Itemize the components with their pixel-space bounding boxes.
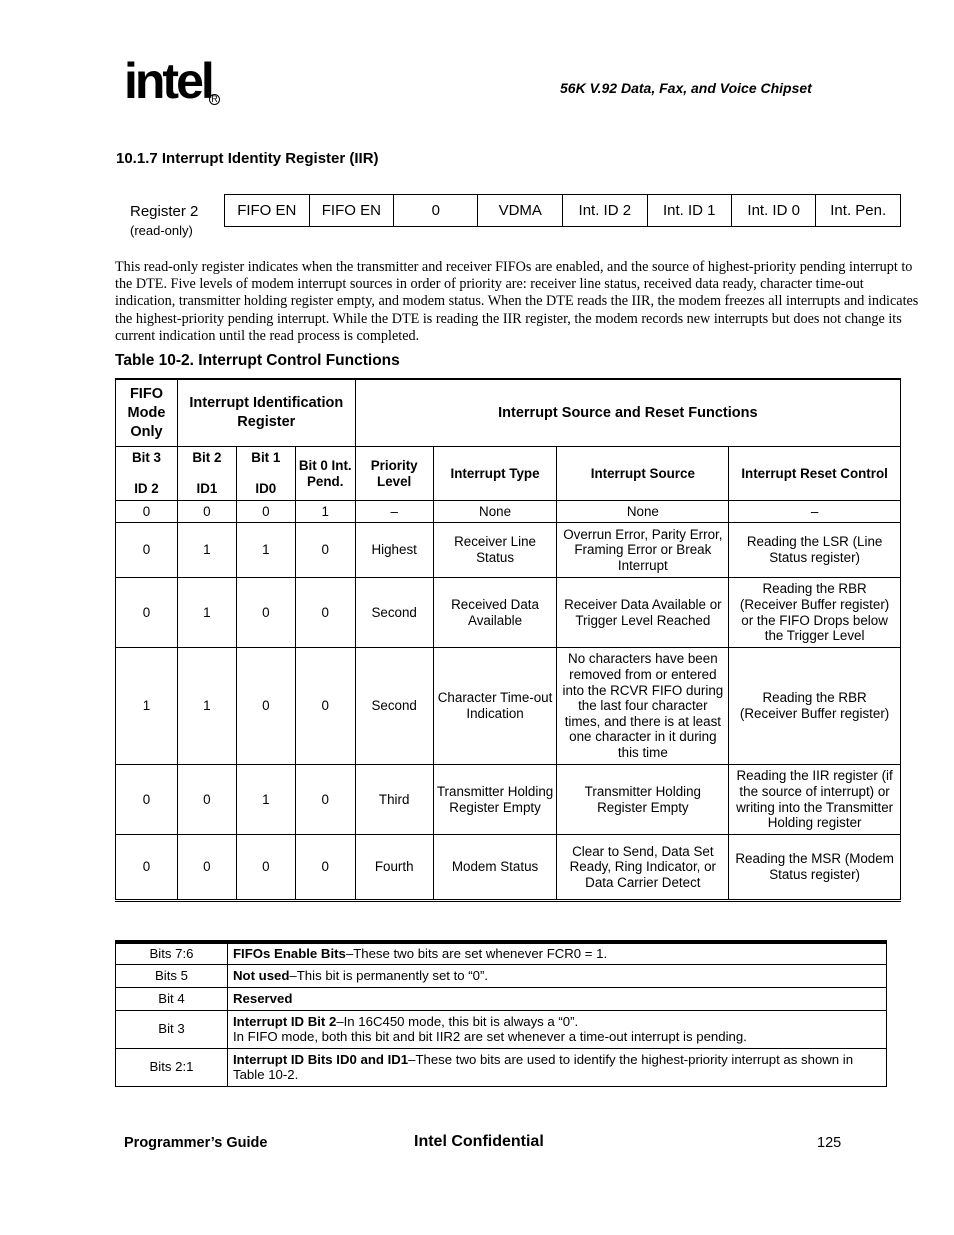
description-paragraph: This read-only register indicates when the transmitter and receiver FIFOs are enabled, and the source of highest-priority pending interrupt to the DTE. Five levels of modem interrupt sources in order of priority are: receiver line status, received data ready, character time-out indication, transmitter holding register empty, and modem status. When the DTE reads the IIR, the modem freezes all interrupts and indicates the highest-priority pending interrupt. While the DTE is reading the IIR register, the modem records new interrupts but does not change its current indication until the read process is completed. <box>115 259 919 344</box>
bit-title: Reserved <box>233 990 293 1006</box>
cell-type: Modem Status <box>433 835 557 901</box>
bit-description <box>228 1048 887 1086</box>
cell-bit0: 0 <box>295 648 355 765</box>
cell-reset: Reading the RBR (Receiver Buffer register) or the FIFO Drops below the Trigger Level <box>729 578 901 648</box>
bit-title: Not used <box>233 967 290 983</box>
table-row <box>116 1048 887 1086</box>
cell-bit2: 1 <box>177 578 236 648</box>
col-bit1 <box>236 447 295 501</box>
cell-source: Clear to Send, Data Set Ready, Ring Indicator, or Data Carrier Detect <box>557 835 729 901</box>
document-title: 56K V.92 Data, Fax, and Voice Chipset <box>560 80 812 96</box>
cell-bit2: 0 <box>177 835 236 901</box>
bit-description <box>228 1010 887 1048</box>
register-bit-2: Int. ID 1 <box>647 195 731 227</box>
cell-type: Received Data Available <box>433 578 557 648</box>
cell-bit0: 0 <box>295 835 355 901</box>
cell-reset: Reading the MSR (Modem Status register) <box>729 835 901 901</box>
cell-priority: Third <box>355 765 433 835</box>
footer-guide-title: Programmer’s Guide <box>124 1135 268 1151</box>
table-row <box>116 523 901 578</box>
cell-source: Overrun Error, Parity Error, Framing Error or Break Interrupt <box>557 523 729 578</box>
cell-bit3: 0 <box>116 578 178 648</box>
cell-bit3: 0 <box>116 835 178 901</box>
col-bit3 <box>116 447 178 501</box>
col-bit0: Bit 0 Int. Pend. <box>295 447 355 501</box>
bit-range: Bits 5 <box>116 964 228 987</box>
col-bit1-sub: ID0 <box>255 481 277 496</box>
bit-title: FIFOs Enable Bits <box>233 946 346 961</box>
bit-text: –These two bits are used to identify the highest-priority interrupt as shown in Table 10-2. <box>233 1051 854 1082</box>
bit-range: Bit 3 <box>116 1010 228 1048</box>
cell-source: Transmitter Holding Register Empty <box>557 765 729 835</box>
header-fifo-mode: FIFO Mode Only <box>116 379 178 447</box>
table-row <box>116 835 901 901</box>
cell-priority: Second <box>355 578 433 648</box>
header-source-reset: Interrupt Source and Reset Functions <box>355 379 900 447</box>
bit-text: –This bit is permanently set to “0”. <box>289 967 489 983</box>
cell-bit0: 0 <box>295 578 355 648</box>
cell-priority: Fourth <box>355 835 433 901</box>
iir-bit-description-table <box>115 940 887 1087</box>
cell-source: None <box>557 501 729 523</box>
page-number: 125 <box>817 1135 842 1151</box>
register-bit-1: Int. ID 0 <box>731 195 815 227</box>
footer-confidential: Intel Confidential <box>414 1133 544 1150</box>
cell-reset: Reading the IIR register (if the source of interrupt) or writing into the Transmitter Holding register <box>729 765 901 835</box>
register-bit-0: Int. Pen. <box>816 195 901 227</box>
cell-reset: – <box>729 501 901 523</box>
register-bit-3: Int. ID 2 <box>563 195 647 227</box>
bit-text-line2: In FIFO mode, both this bit and bit IIR2 are set whenever a time-out interrupt is pending. <box>233 1029 747 1044</box>
register-label: Register 2 <box>130 203 199 220</box>
header-iir: Interrupt Identification Register <box>177 379 355 447</box>
col-bit1-label: Bit 1 <box>251 450 281 466</box>
cell-bit3: 0 <box>116 765 178 835</box>
register-bit-table <box>224 194 901 227</box>
cell-reset: Reading the RBR (Receiver Buffer register) <box>729 648 901 765</box>
bit-range: Bits 7:6 <box>116 942 228 964</box>
register-bit-7: FIFO EN <box>225 195 310 227</box>
registered-mark-icon: R <box>209 94 220 105</box>
cell-bit3: 1 <box>116 648 178 765</box>
bit-range: Bit 4 <box>116 987 228 1010</box>
col-bit2 <box>177 447 236 501</box>
bit-description <box>228 987 887 1010</box>
cell-bit1: 0 <box>236 835 295 901</box>
bit-description <box>228 964 887 987</box>
register-bit-6: FIFO EN <box>309 195 394 227</box>
cell-bit1: 0 <box>236 648 295 765</box>
cell-type: Character Time-out Indication <box>433 648 557 765</box>
col-priority: Priority Level <box>355 447 433 501</box>
col-reset-control: Interrupt Reset Control <box>729 447 901 501</box>
interrupt-control-table <box>115 378 901 902</box>
table-row <box>116 648 901 765</box>
cell-bit2: 1 <box>177 648 236 765</box>
cell-bit1: 0 <box>236 501 295 523</box>
cell-priority: – <box>355 501 433 523</box>
intel-logo: intel <box>124 53 212 109</box>
table-row <box>116 578 901 648</box>
cell-bit1: 1 <box>236 765 295 835</box>
col-interrupt-type: Interrupt Type <box>433 447 557 501</box>
register-bit-5: 0 <box>394 195 478 227</box>
col-bit3-label: Bit 3 <box>131 450 161 466</box>
cell-bit2: 1 <box>177 523 236 578</box>
bit-range: Bits 2:1 <box>116 1048 228 1086</box>
bit-text: –In 16C450 mode, this bit is always a “0”. <box>336 1013 579 1029</box>
table-row <box>116 765 901 835</box>
cell-priority: Second <box>355 648 433 765</box>
cell-type: Transmitter Holding Register Empty <box>433 765 557 835</box>
cell-bit3: 0 <box>116 523 178 578</box>
col-bit3-sub: ID 2 <box>134 481 159 496</box>
table-row <box>116 1010 887 1048</box>
table-caption: Table 10-2. Interrupt Control Functions <box>115 352 400 369</box>
cell-type: Receiver Line Status <box>433 523 557 578</box>
cell-priority: Highest <box>355 523 433 578</box>
cell-bit2: 0 <box>177 765 236 835</box>
cell-source: Receiver Data Available or Trigger Level Reached <box>557 578 729 648</box>
cell-bit1: 1 <box>236 523 295 578</box>
bit-description <box>228 942 887 964</box>
cell-bit0: 0 <box>295 523 355 578</box>
register-sublabel: (read-only) <box>130 223 193 238</box>
col-bit2-label: Bit 2 <box>192 450 222 466</box>
cell-type: None <box>433 501 557 523</box>
table-row <box>116 987 887 1010</box>
cell-bit0: 1 <box>295 501 355 523</box>
table-row <box>116 501 901 523</box>
bit-text: –These two bits are set whenever FCR0 = 1. <box>345 946 608 961</box>
cell-bit3: 0 <box>116 501 178 523</box>
cell-reset: Reading the LSR (Line Status register) <box>729 523 901 578</box>
register-bit-4: VDMA <box>478 195 563 227</box>
table-row <box>116 942 887 964</box>
table-row <box>116 964 887 987</box>
bit-title: Interrupt ID Bit 2 <box>233 1013 337 1029</box>
cell-source: No characters have been removed from or entered into the RCVR FIFO during the last four character times, and there is at least one character in it during this time <box>557 648 729 765</box>
cell-bit0: 0 <box>295 765 355 835</box>
col-interrupt-source: Interrupt Source <box>557 447 729 501</box>
bit-title: Interrupt ID Bits ID0 and ID1 <box>233 1051 409 1067</box>
cell-bit1: 0 <box>236 578 295 648</box>
col-bit2-sub: ID1 <box>196 481 218 496</box>
section-title: 10.1.7 Interrupt Identity Register (IIR) <box>116 150 379 167</box>
cell-bit2: 0 <box>177 501 236 523</box>
